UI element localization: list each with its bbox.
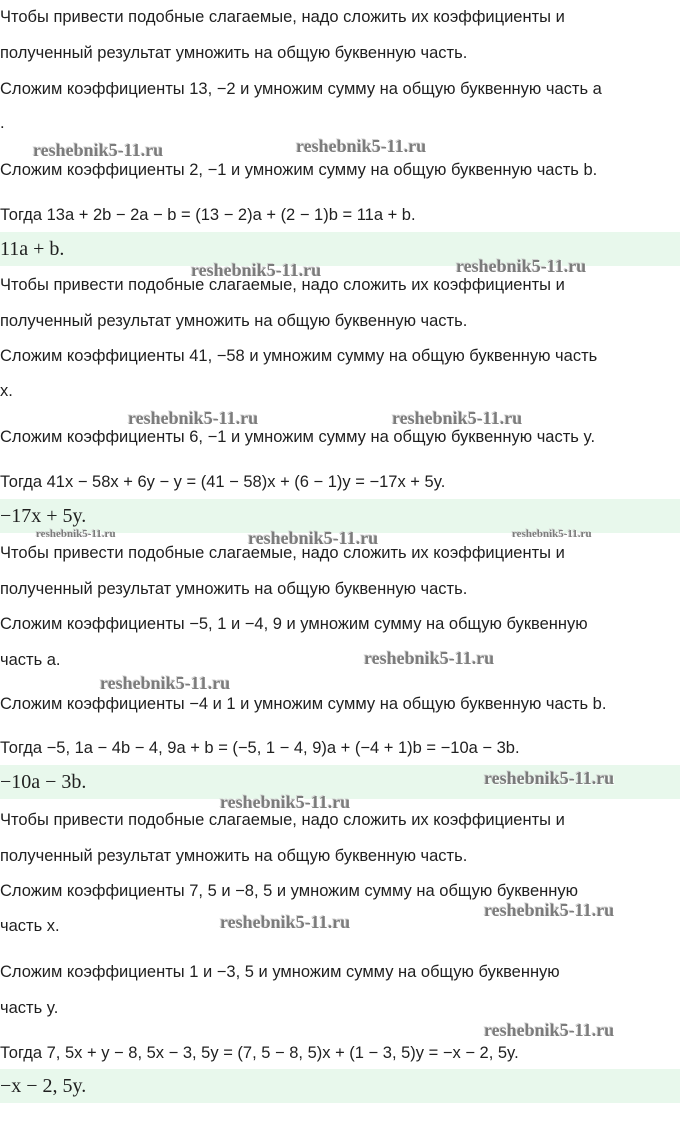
coefficients-line: Сложим коэффициенты 2, −1 и умножим сумму на общую буквенную часть b. xyxy=(0,161,598,179)
equation-line: Тогда 41x − 58x + 6y − y = (41 − 58)x + (6 − 1)y = −17x + 5y. xyxy=(0,473,446,491)
coefficients-line: Сложим коэффициенты 13, −2 и умножим сумму на общую буквенную часть a xyxy=(0,80,602,98)
answer-text: −x − 2, 5y. xyxy=(0,1075,87,1097)
equation-line: Тогда −5, 1a − 4b − 4, 9a + b = (−5, 1 − 4, 9)a + (−4 + 1)b = −10a − 3b. xyxy=(0,739,520,757)
watermark: reshebnik5-11.ru xyxy=(484,900,615,920)
coefficients-line: Сложим коэффициенты −5, 1 и −4, 9 и умножим сумму на общую буквенную xyxy=(0,615,588,633)
answer-text: 11a + b. xyxy=(0,238,65,260)
rule-line-1: Чтобы привести подобные слагаемые, надо сложить их коэффициенты и xyxy=(0,276,565,294)
coefficients-line: Сложим коэффициенты −4 и 1 и умножим сумму на общую буквенную часть b. xyxy=(0,695,607,713)
coefficients-line: Сложим коэффициенты 41, −58 и умножим сумму на общую буквенную часть xyxy=(0,347,598,365)
watermark: reshebnik5-11.ru xyxy=(36,528,116,540)
rule-line-1: Чтобы привести подобные слагаемые, надо сложить их коэффициенты и xyxy=(0,8,565,26)
rule-line-1: Чтобы привести подобные слагаемые, надо сложить их коэффициенты и xyxy=(0,544,565,562)
rule-line-2: полученный результат умножить на общую буквенную часть. xyxy=(0,580,468,598)
rule-line-1: Чтобы привести подобные слагаемые, надо сложить их коэффициенты и xyxy=(0,811,565,829)
answer-text: −10a − 3b. xyxy=(0,771,87,793)
watermark: reshebnik5-11.ru xyxy=(220,792,351,812)
rule-line-2: полученный результат умножить на общую буквенную часть. xyxy=(0,44,468,62)
watermark: reshebnik5-11.ru xyxy=(128,408,259,428)
coefficients-line-continuation: часть a. xyxy=(0,651,61,669)
coefficients-line-continuation: x. xyxy=(0,382,13,400)
watermark: reshebnik5-11.ru xyxy=(296,136,427,156)
rule-line-2: полученный результат умножить на общую буквенную часть. xyxy=(0,847,468,865)
coefficients-line: Сложим коэффициенты 1 и −3, 5 и умножим сумму на общую буквенную xyxy=(0,963,560,981)
answer-box xyxy=(0,1069,680,1103)
coefficients-line-continuation: часть y. xyxy=(0,999,59,1017)
answer-text: −17x + 5y. xyxy=(0,505,87,527)
watermark: reshebnik5-11.ru xyxy=(364,648,495,668)
watermark: reshebnik5-11.ru xyxy=(33,140,164,160)
watermark: reshebnik5-11.ru xyxy=(512,528,592,540)
watermark: reshebnik5-11.ru xyxy=(248,528,379,548)
rule-line-2: полученный результат умножить на общую буквенную часть. xyxy=(0,312,468,330)
coefficients-line-continuation: часть x. xyxy=(0,917,60,935)
coefficients-line: Сложим коэффициенты 7, 5 и −8, 5 и умножим сумму на общую буквенную xyxy=(0,882,579,900)
equation-line: Тогда 13a + 2b − 2a − b = (13 − 2)a + (2 − 1)b = 11a + b. xyxy=(0,206,416,224)
watermark: reshebnik5-11.ru xyxy=(220,912,351,932)
coefficients-line: Сложим коэффициенты 6, −1 и умножим сумму на общую буквенную часть y. xyxy=(0,428,596,446)
watermark: reshebnik5-11.ru xyxy=(392,408,523,428)
watermark: reshebnik5-11.ru xyxy=(484,768,615,788)
watermark: reshebnik5-11.ru xyxy=(456,256,587,276)
coefficients-line-continuation: . xyxy=(0,114,5,132)
watermark: reshebnik5-11.ru xyxy=(100,673,231,693)
equation-line: Тогда 7, 5x + y − 8, 5x − 3, 5y = (7, 5 − 8, 5)x + (1 − 3, 5)y = −x − 2, 5y. xyxy=(0,1044,519,1062)
watermark: reshebnik5-11.ru xyxy=(191,260,322,280)
watermark: reshebnik5-11.ru xyxy=(484,1020,615,1040)
